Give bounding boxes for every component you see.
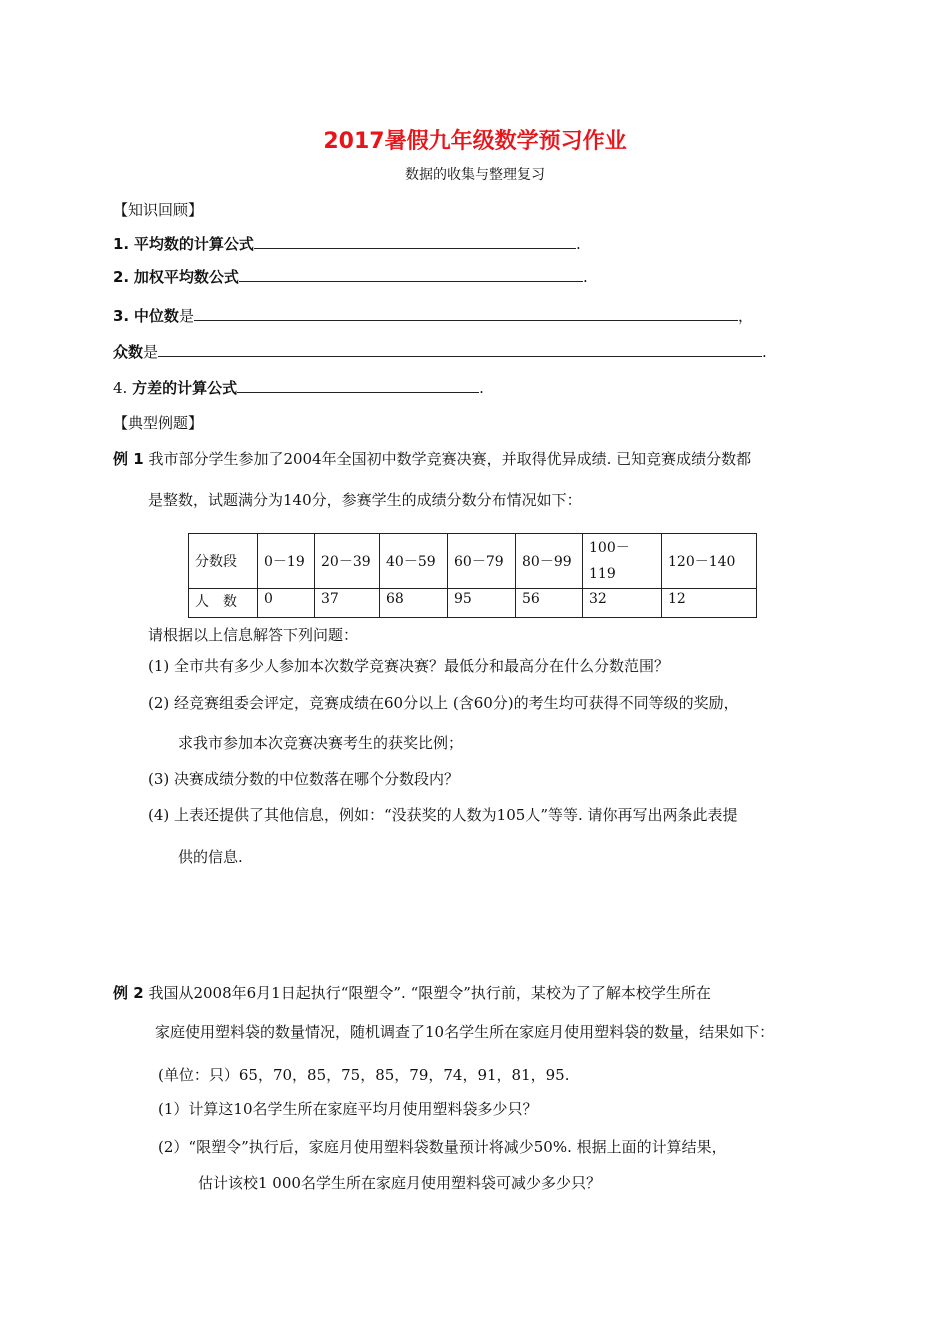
example2-line2: 家庭使用塑料袋的数量情况，随机调查了10名学生所在家庭月使用塑料袋的数量，结果如下： <box>155 1023 775 1041</box>
review-item-mode <box>113 341 767 362</box>
example1-prompt: 请根据以上信息解答下列问题： <box>148 626 359 644</box>
review-item-suffix: 是 <box>178 307 194 325</box>
review-item-tail: . <box>479 379 484 397</box>
table-cell: 100－ 119 <box>583 534 662 589</box>
answer-blank[interactable] <box>158 342 762 357</box>
review-item-number: 2. <box>113 268 130 286</box>
table-cell: 95 <box>448 589 516 618</box>
table-cell: 20－39 <box>315 534 380 589</box>
example1-question: 供的信息. <box>178 848 243 866</box>
table-cell: 56 <box>516 589 583 618</box>
review-item-label: 平均数的计算公式 <box>133 235 254 253</box>
example1-question: (3) 决赛成绩分数的中位数落在哪个分数段内？ <box>148 770 460 788</box>
example1-question: (4) 上表还提供了其他信息，例如：“没获奖的人数为105人”等等. 请你再写出两条此表提 <box>148 806 738 824</box>
examples-heading: 【典型例题】 <box>113 414 204 432</box>
table-cell: 32 <box>583 589 662 618</box>
example2-text-1: 我国从2008年6月1日起执行“限塑令”. “限塑令”执行前，某校为了了解本校学生所在 <box>148 984 711 1002</box>
table-cell: 12 <box>662 589 757 618</box>
review-item-tail: . <box>575 235 581 253</box>
review-item-label: 加权平均数公式 <box>133 268 239 286</box>
review-item-suffix: 是 <box>143 343 159 361</box>
review-item-3 <box>113 305 753 326</box>
review-item-label: 方差的计算公式 <box>132 379 238 397</box>
example2-line1 <box>113 982 711 1003</box>
table-header-cell: 分数段 <box>189 534 258 589</box>
example2-tag: 例 2 <box>113 984 144 1002</box>
table-header-cell: 人 数 <box>189 589 258 618</box>
table-cell: 37 <box>315 589 380 618</box>
example1-line1 <box>113 448 751 469</box>
table-cell: 0－19 <box>258 534 315 589</box>
review-item-label: 众数 <box>113 343 144 361</box>
example2-question: 估计该校1 000名学生所在家庭月使用塑料袋可减少多少只？ <box>198 1174 601 1192</box>
review-item-1 <box>113 233 581 254</box>
table-cell: 40－59 <box>380 534 448 589</box>
example2-question: (1）计算这10名学生所在家庭平均月使用塑料袋多少只？ <box>158 1100 538 1118</box>
review-item-number: 4. <box>113 379 128 397</box>
document-subtitle: 数据的收集与整理复习 <box>405 167 545 183</box>
answer-blank[interactable] <box>237 378 479 393</box>
table-row <box>189 534 757 589</box>
review-item-tail: . <box>582 268 588 286</box>
review-item-tail: . <box>762 343 767 361</box>
example2-question: (2）“限塑令”执行后，家庭月使用塑料袋数量预计将减少50%. 根据上面的计算结果， <box>158 1138 727 1156</box>
answer-blank[interactable] <box>254 234 576 249</box>
review-item-tail: ， <box>737 307 753 325</box>
review-item-4 <box>113 377 484 398</box>
review-item-label: 中位数 <box>133 307 179 325</box>
example1-line2: 是整数，试题满分为140分，参赛学生的成绩分数分布情况如下： <box>148 491 582 509</box>
example1-text-1: 我市部分学生参加了2004年全国初中数学竞赛决赛，并取得优异成绩. 已知竞赛成绩分数都 <box>148 450 752 468</box>
answer-blank[interactable] <box>239 267 583 282</box>
example2-data: (单位：只）65，70，85，75，85，79，74，91，81，95. <box>158 1066 570 1084</box>
example1-question: 求我市参加本次竞赛决赛考生的获奖比例； <box>178 734 464 752</box>
answer-blank[interactable] <box>194 306 738 321</box>
table-cell: 80－99 <box>516 534 583 589</box>
example1-question: (2) 经竞赛组委会评定，竞赛成绩在60分以上 (含60分)的考生均可获得不同等级的奖励， <box>148 694 739 712</box>
table-cell: 120－140 <box>662 534 757 589</box>
score-distribution-table <box>188 533 757 618</box>
review-heading: 【知识回顾】 <box>113 201 204 219</box>
review-item-number: 3. <box>113 307 130 325</box>
review-item-2 <box>113 266 588 287</box>
example1-question: (1) 全市共有多少人参加本次数学竞赛决赛？最低分和最高分在什么分数范围？ <box>148 657 670 675</box>
table-row <box>189 589 757 618</box>
document-title: 2017暑假九年级数学预习作业 <box>323 129 627 154</box>
table-cell: 68 <box>380 589 448 618</box>
table-cell: 0 <box>258 589 315 618</box>
table-cell: 60－79 <box>448 534 516 589</box>
review-item-number: 1. <box>113 235 130 253</box>
example1-tag: 例 1 <box>113 450 144 468</box>
